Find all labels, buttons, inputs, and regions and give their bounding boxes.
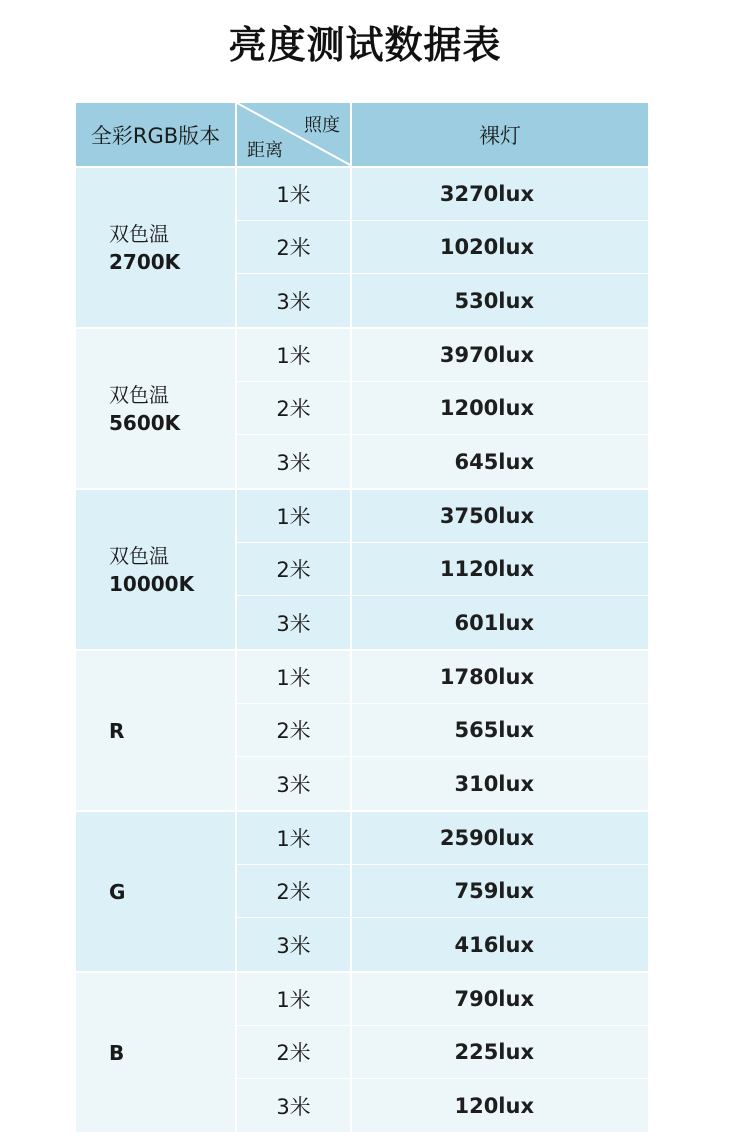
distance-cell: 3米 xyxy=(237,274,352,327)
distance-cell: 3米 xyxy=(237,757,352,810)
group-label xyxy=(76,168,237,327)
distance-cell: 2米 xyxy=(237,382,352,434)
lux-cell: 1780lux xyxy=(439,665,534,689)
table-row xyxy=(237,329,648,382)
distance-cell: 3米 xyxy=(237,596,352,649)
table-row xyxy=(237,596,648,649)
table-row xyxy=(237,865,648,918)
group-label-line2: 5600K xyxy=(109,410,181,435)
header-version: 全彩RGB版本 xyxy=(76,103,237,166)
lux-cell: 3970lux xyxy=(439,343,534,367)
distance-cell: 2米 xyxy=(237,704,352,756)
distance-cell: 1米 xyxy=(237,973,352,1025)
distance-cell: 2米 xyxy=(237,543,352,595)
group-label-line1: 双色温 xyxy=(109,543,169,568)
header-distance: 距离 xyxy=(247,140,283,161)
lux-cell: 120lux xyxy=(454,1093,534,1118)
lux-cell: 310lux xyxy=(454,771,534,796)
table-row xyxy=(237,382,648,435)
group-label xyxy=(76,973,237,1132)
table-row xyxy=(237,812,648,865)
table-row xyxy=(237,1079,648,1132)
distance-cell: 2米 xyxy=(237,1026,352,1078)
group-b xyxy=(76,973,648,1134)
page-title: 亮度测试数据表 xyxy=(228,23,502,67)
group-2700k xyxy=(76,168,648,329)
lux-cell: 3750lux xyxy=(439,504,534,528)
group-label-line2: 10000K xyxy=(109,571,195,596)
table-row xyxy=(237,651,648,704)
group-label-line2: B xyxy=(109,1040,125,1065)
group-label xyxy=(76,651,237,810)
lux-cell: 1020lux xyxy=(439,235,534,259)
table-row xyxy=(237,704,648,757)
group-g xyxy=(76,812,648,973)
distance-cell: 1米 xyxy=(237,812,352,864)
group-label xyxy=(76,329,237,488)
lux-cell: 645lux xyxy=(454,449,534,474)
header-diagonal-cell xyxy=(237,103,352,166)
lux-cell: 416lux xyxy=(454,932,534,957)
distance-cell: 3米 xyxy=(237,918,352,971)
group-label-line2: 2700K xyxy=(109,249,181,274)
lux-cell: 1200lux xyxy=(439,396,534,420)
group-label xyxy=(76,812,237,971)
distance-cell: 1米 xyxy=(237,168,352,220)
group-5600k xyxy=(76,329,648,490)
table-row xyxy=(237,1026,648,1079)
lux-cell: 565lux xyxy=(454,718,534,742)
table-row xyxy=(237,757,648,810)
table-header xyxy=(76,103,648,168)
group-label-line2: G xyxy=(109,879,126,904)
table-row xyxy=(237,435,648,488)
distance-cell: 3米 xyxy=(237,435,352,488)
header-illuminance: 照度 xyxy=(304,115,340,136)
table-row xyxy=(237,973,648,1026)
table-row xyxy=(237,490,648,543)
table-row xyxy=(237,543,648,596)
header-bare-lamp: 裸灯 xyxy=(479,123,521,148)
distance-cell: 2米 xyxy=(237,865,352,917)
distance-cell: 3米 xyxy=(237,1079,352,1132)
group-label-line1: 双色温 xyxy=(109,221,169,246)
group-10000k xyxy=(76,490,648,651)
lux-cell: 601lux xyxy=(454,610,534,635)
table-row xyxy=(237,168,648,221)
lux-cell: 530lux xyxy=(454,288,534,313)
table-row xyxy=(237,918,648,971)
distance-cell: 1米 xyxy=(237,329,352,381)
distance-cell: 1米 xyxy=(237,651,352,703)
group-label-line1: 双色温 xyxy=(109,382,169,407)
lux-cell: 2590lux xyxy=(439,826,534,850)
group-label xyxy=(76,490,237,649)
group-r xyxy=(76,651,648,812)
table-row xyxy=(237,221,648,274)
lux-cell: 759lux xyxy=(454,879,534,903)
lux-cell: 3270lux xyxy=(439,182,534,206)
table-row xyxy=(237,274,648,327)
lux-cell: 225lux xyxy=(454,1040,534,1064)
distance-cell: 2米 xyxy=(237,221,352,273)
brightness-table xyxy=(76,103,648,1134)
group-label-line2: R xyxy=(109,718,125,743)
distance-cell: 1米 xyxy=(237,490,352,542)
lux-cell: 1120lux xyxy=(439,557,534,581)
lux-cell: 790lux xyxy=(454,987,534,1011)
